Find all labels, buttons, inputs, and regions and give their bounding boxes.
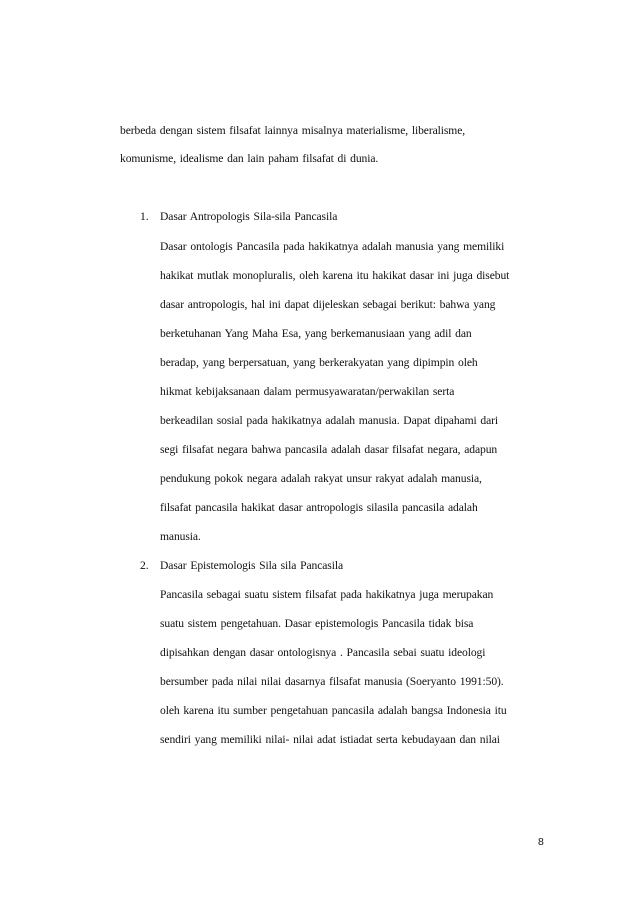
list-number: 2. [140,559,149,572]
body-line: beradap, yang berpersatuan, yang berkerakyatan yang dipimpin oleh [160,356,478,369]
body-line: Dasar ontologis Pancasila pada hakikatnya adalah manusia yang memiliki [160,240,505,253]
body-line: pendukung pokok negara adalah rakyat unsur rakyat adalah manusia, [160,472,482,485]
body-line: dasar antropologis, hal ini dapat dijeleskan sebagai berikut: bahwa yang [160,298,496,311]
body-line: suatu sistem pengetahuan. Dasar epistemologis Pancasila tidak bisa [160,617,474,630]
intro-line: komunisme, idealisme dan lain paham filsafat di dunia. [120,152,379,165]
body-line: manusia. [160,530,201,543]
body-line: berketuhanan Yang Maha Esa, yang berkemanusiaan yang adil dan [160,327,472,340]
page-number: 8 [538,836,544,848]
list-number: 1. [140,210,149,223]
list-heading: Dasar Epistemologis Sila sila Pancasila [160,559,343,572]
body-line: Pancasila sebagai suatu sistem filsafat pada hakikatnya juga merupakan [160,588,494,601]
body-line: filsafat pancasila hakikat dasar antropologis silasila pancasila adalah [160,501,478,514]
list-heading: Dasar Antropologis Sila-sila Pancasila [160,210,338,223]
body-line: oleh karena itu sumber pengetahuan pancasila adalah bangsa Indonesia itu [160,704,507,717]
body-line: hikmat kebijaksanaan dalam permusyawaratan/perwakilan serta [160,385,455,398]
intro-line: berbeda dengan sistem filsafat lainnya misalnya materialisme, liberalisme, [120,124,466,137]
body-line: bersumber pada nilai nilai dasarnya filsafat manusia (Soeryanto 1991:50). [160,675,504,688]
body-line: berkeadilan sosial pada hakikatnya adalah manusia. Dapat dipahami dari [160,414,499,427]
body-line: sendiri yang memiliki nilai- nilai adat istiadat serta kebudayaan dan nilai [160,733,500,746]
body-line: segi filsafat negara bahwa pancasila adalah dasar filsafat negara, adapun [160,443,498,456]
body-line: dipisahkan dengan dasar ontologisnya . Pancasila sebai suatu ideologi [160,646,486,659]
body-line: hakikat mutlak monopluralis, oleh karena itu hakikat dasar ini juga disebut [160,269,510,282]
